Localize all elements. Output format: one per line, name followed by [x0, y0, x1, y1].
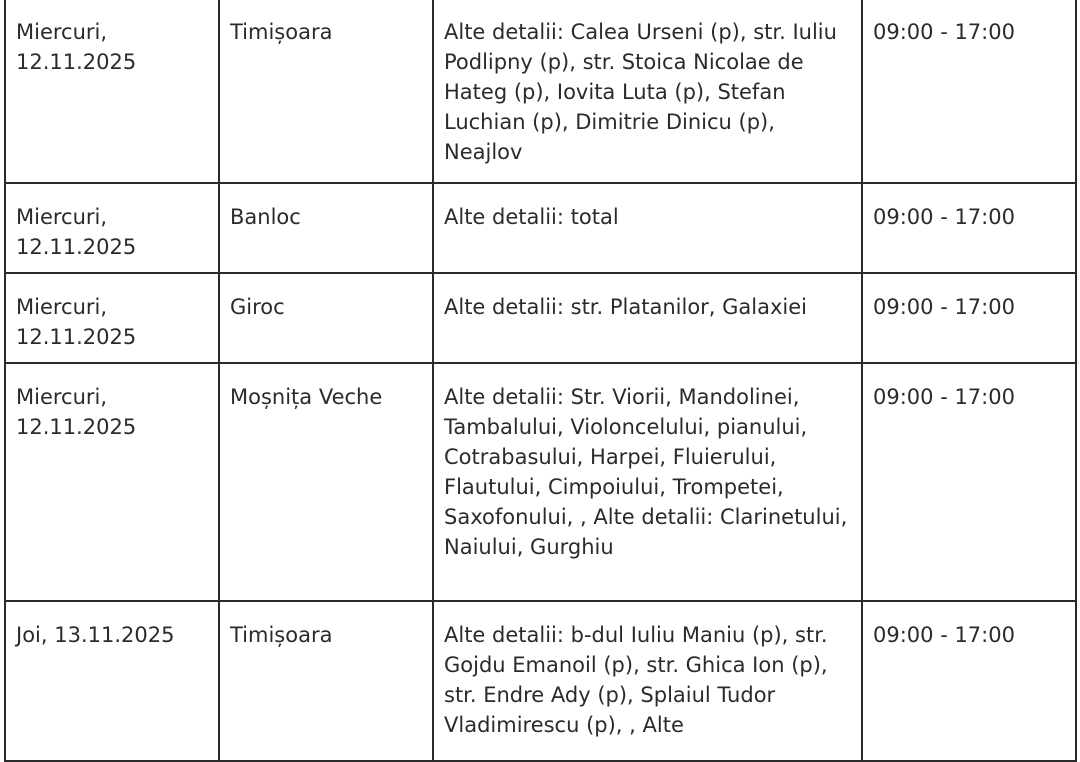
hours-cell: 09:00 - 17:00 [862, 0, 1076, 183]
details-cell: Alte detalii: Calea Urseni (p), str. Iuliu Podlipny (p), str. Stoica Nicolae de Hateg (p), Iovita Luta (p), Stefan Luchian (p), Dimitrie Dinicu (p), Neajlov [433, 0, 862, 183]
hours-cell: 09:00 - 17:00 [862, 183, 1076, 273]
table-row [5, 183, 1076, 273]
location-cell: Moșnița Veche [219, 363, 433, 601]
date-cell: Miercuri, 12.11.2025 [5, 363, 219, 601]
date-cell: Miercuri, 12.11.2025 [5, 183, 219, 273]
hours-cell: 09:00 - 17:00 [862, 273, 1076, 363]
table-row [5, 273, 1076, 363]
details-cell: Alte detalii: total [433, 183, 862, 273]
details-cell: Alte detalii: str. Platanilor, Galaxiei [433, 273, 862, 363]
location-cell: Timișoara [219, 0, 433, 183]
table-row [5, 601, 1076, 761]
table-row [5, 0, 1076, 183]
outage-schedule-table [4, 0, 1077, 762]
date-cell: Miercuri, 12.11.2025 [5, 0, 219, 183]
date-cell: Miercuri, 12.11.2025 [5, 273, 219, 363]
hours-cell: 09:00 - 17:00 [862, 601, 1076, 761]
table-row [5, 363, 1076, 601]
location-cell: Giroc [219, 273, 433, 363]
hours-cell: 09:00 - 17:00 [862, 363, 1076, 601]
details-cell: Alte detalii: b-dul Iuliu Maniu (p), str. Gojdu Emanoil (p), str. Ghica Ion (p), str. Endre Ady (p), Splaiul Tudor Vladimirescu (p), , Alte [433, 601, 862, 761]
location-cell: Banloc [219, 183, 433, 273]
location-cell: Timișoara [219, 601, 433, 761]
details-cell: Alte detalii: Str. Viorii, Mandolinei, Tambalului, Violoncelului, pianului, Cotrabasului, Harpei, Fluierului, Flautului, Cimpoiului, Trompetei, Saxofonului, , Alte detalii: Clarinetului, Naiului, Gurghiu [433, 363, 862, 601]
date-cell: Joi, 13.11.2025 [5, 601, 219, 761]
